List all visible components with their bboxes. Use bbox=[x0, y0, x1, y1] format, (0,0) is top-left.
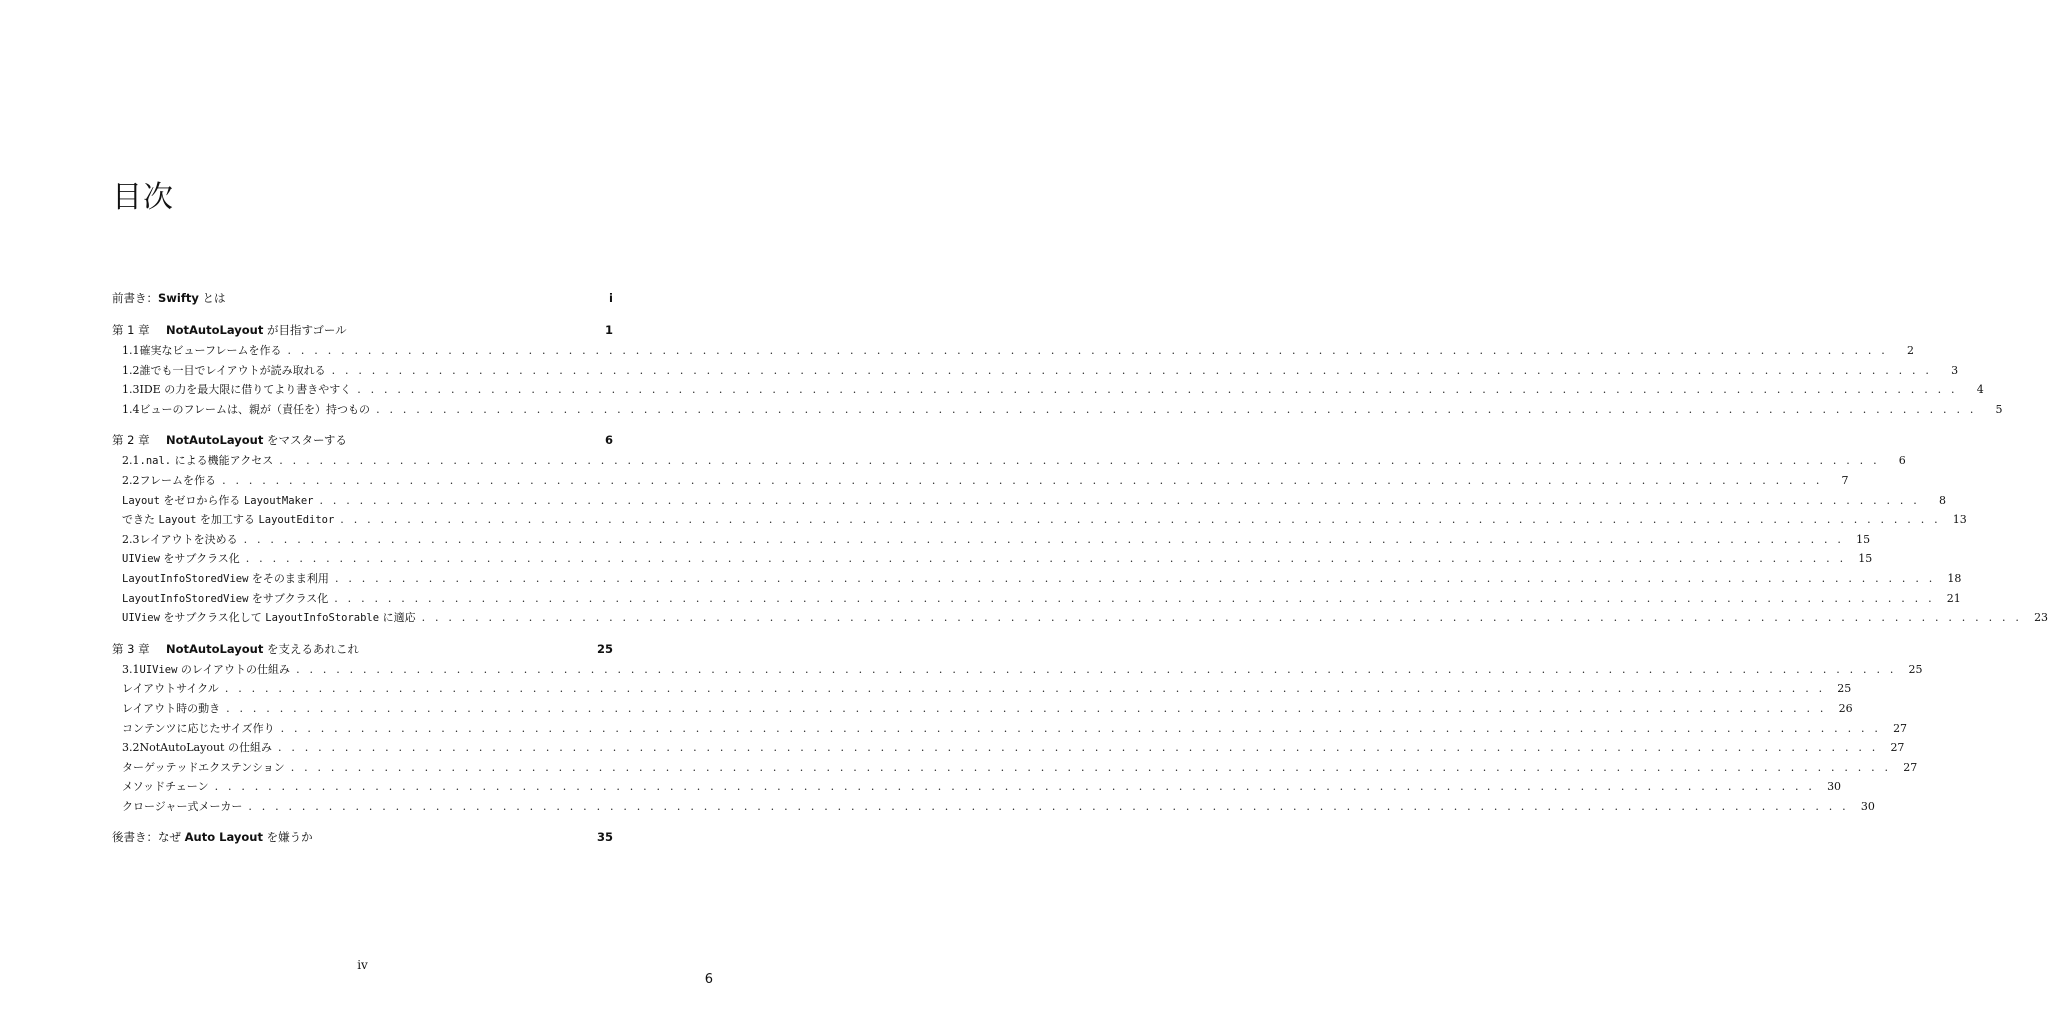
toc-entry[interactable] bbox=[112, 381, 1984, 401]
table-of-contents bbox=[112, 290, 2048, 849]
dot-leader: . . . . . . . . . . . . . . . . . . . . . . . . . . . . . . . . . . . . . . . . . . . . . . . . . . . . . . . . . . . . . . . . . . . . . . . . . . . . . . . . . . . . . . . . . . . . . . . . . . . . . . . . . . . . . . . . . . . . . . . . bbox=[357, 383, 1958, 397]
dot-leader: . . . . . . . . . . . . . . . . . . . . . . . . . . . . . . . . . . . . . . . . . . . . . . . . . . . . . . . . . . . . . . . . . . . . . . . . . . . . . . . . . . . . . . . . . . . . . . . . . . . . . . . . . . . . . . . . . . . . . . . . bbox=[224, 682, 1826, 696]
section-number: 1.1 bbox=[122, 344, 140, 357]
section-page: 7 bbox=[1841, 473, 1849, 487]
toc-entry[interactable] bbox=[112, 720, 1908, 740]
toc-entry[interactable] bbox=[112, 778, 1842, 798]
section-title: Layout をゼロから作る LayoutMaker bbox=[122, 493, 314, 507]
section-page: 27 bbox=[1893, 721, 1908, 735]
section-page: 15 bbox=[1858, 552, 1873, 566]
toc-chapter[interactable] bbox=[112, 432, 613, 452]
chapter-title: NotAutoLayout が目指すゴール bbox=[166, 323, 347, 337]
toc-preface[interactable] bbox=[112, 290, 613, 310]
section-page: 8 bbox=[1938, 493, 1946, 507]
dot-leader: . . . . . . . . . . . . . . . . . . . . . . . . . . . . . . . . . . . . . . . . . . . . . . . . . . . . . . . . . . . . . . . . . . . . . . . . . . . . . . . . . . . . . . . . . . . . . . . . . . . . . . . . . . . . . . . . . . . . . . . . bbox=[226, 701, 1827, 715]
section-title: できた Layout を加工する LayoutEditor bbox=[122, 513, 335, 527]
toc-entry[interactable] bbox=[112, 342, 1914, 362]
section-number: 2.3 bbox=[122, 532, 140, 546]
afterword-title: 後書き：なぜ Auto Layout を嫌うか bbox=[112, 830, 313, 845]
chapter-page: 1 bbox=[604, 323, 613, 337]
page-title: 目次 bbox=[112, 180, 174, 215]
section-title: 確実なビューフレームを作る bbox=[139, 344, 282, 357]
section-page: 30 bbox=[1827, 780, 1842, 794]
section-title: UIView をサブクラス化して LayoutInfoStorable に適応 bbox=[122, 611, 416, 625]
dot-leader: . . . . . . . . . . . . . . . . . . . . . . . . . . . . . . . . . . . . . . . . . . . . . . . . . . . . . . . . . . . . . . . . . . . . . . . . . . . . . . . . . . . . . . . . . . . . . . . . . . . . . . . . . . . . . . . . . . . . . . . . bbox=[243, 532, 1845, 546]
dot-leader: . . . . . . . . . . . . . . . . . . . . . . . . . . . . . . . . . . . . . . . . . . . . . . . . . . . . . . . . . . . . . . . . . . . . . . . . . . . . . . . . . . . . . . . . . . . . . . . . . . . . . . . . . . . . . . . . . . . . . . . . bbox=[287, 344, 1888, 357]
section-title: コンテンツに応じたサイズ作り bbox=[122, 721, 275, 735]
toc-entry[interactable] bbox=[112, 472, 1849, 492]
section-page: 3 bbox=[1951, 363, 1959, 377]
section-title: UIView をサブクラス化 bbox=[122, 552, 240, 566]
chapter-title: NotAutoLayout をマスターする bbox=[166, 433, 347, 448]
section-page: 23 bbox=[2034, 611, 2048, 625]
corner-page-number: 6 bbox=[704, 972, 713, 987]
chapter-number: 第 2 章 bbox=[112, 433, 150, 448]
section-page: 2 bbox=[1907, 344, 1914, 357]
section-title: ビューのフレームは、親が（責任を）持つもの bbox=[139, 402, 371, 416]
dot-leader: . . . . . . . . . . . . . . . . . . . . . . . . . . . . . . . . . . . . . . . . . . . . . . . . . . . . . . . . . . . . . . . . . . . . . . . . . . . . . . . . . . . . . . . . . . . . . . . . . . . . . . . . . . . . . . . . . . . . . . . . bbox=[296, 662, 1897, 676]
section-page: 25 bbox=[1837, 682, 1852, 696]
dot-leader: . . . . . . . . . . . . . . . . . . . . . . . . . . . . . . . . . . . . . . . . . . . . . . . . . . . . . . . . . . . . . . . . . . . . . . . . . . . . . . . . . . . . . . . . . . . . . . . . . . . . . . . . . . . . . . . . . . . . . . . . bbox=[222, 473, 1823, 487]
toc-entry[interactable] bbox=[112, 661, 1923, 681]
dot-leader: . . . . . . . . . . . . . . . . . . . . . . . . . . . . . . . . . . . . . . . . . . . . . . . . . . . . . . . . . . . . . . . . . . . . . . . . . . . . . . . . . . . . . . . . . . . . . . . . . . . . . . . . . . . . . . . . . . . . . . . . bbox=[245, 552, 1847, 566]
section-title: クロージャー式メーカー bbox=[122, 799, 243, 813]
dot-leader: . . . . . . . . . . . . . . . . . . . . . . . . . . . . . . . . . . . . . . . . . . . . . . . . . . . . . . . . . . . . . . . . . . . . . . . . . . . . . . . . . . . . . . . . . . . . . . . . . . . . . . . . . . . . . . . . . . . . . . . . bbox=[421, 611, 2023, 625]
section-title: 誰でも一目でレイアウトが読み取れる bbox=[139, 363, 326, 377]
dot-leader: . . . . . . . . . . . . . . . . . . . . . . . . . . . . . . . . . . . . . . . . . . . . . . . . . . . . . . . . . . . . . . . . . . . . . . . . . . . . . . . . . . . . . . . . . . . . . . . . . . . . . . . . . . . . . . . . . . . . . . . . bbox=[248, 799, 1849, 813]
section-page: 25 bbox=[1908, 662, 1923, 676]
section-title: レイアウトを決める bbox=[139, 532, 238, 546]
section-page: 27 bbox=[1890, 741, 1905, 755]
section-title: レイアウト時の動き bbox=[122, 701, 221, 715]
section-title: LayoutInfoStoredView をサブクラス化 bbox=[122, 591, 329, 605]
toc-entry[interactable] bbox=[112, 759, 1918, 779]
afterword-page: 35 bbox=[596, 830, 613, 845]
section-number: 3.1 bbox=[122, 662, 140, 676]
section-page: 21 bbox=[1946, 591, 1961, 605]
section-title: LayoutInfoStoredView をそのまま利用 bbox=[122, 571, 329, 585]
toc-entry[interactable] bbox=[112, 531, 1871, 551]
toc-entry[interactable] bbox=[112, 492, 1946, 512]
toc-entry[interactable] bbox=[112, 609, 2048, 629]
section-number: 2.2 bbox=[122, 473, 140, 487]
chapter-page: 6 bbox=[604, 433, 613, 448]
dot-leader: . . . . . . . . . . . . . . . . . . . . . . . . . . . . . . . . . . . . . . . . . . . . . . . . . . . . . . . . . . . . . . . . . . . . . . . . . . . . . . . . . . . . . . . . . . . . . . . . . . . . . . . . . . . . . . . . . . . . . . . . bbox=[319, 493, 1920, 507]
toc-entry[interactable] bbox=[112, 680, 1852, 700]
section-number: 1.2 bbox=[122, 363, 140, 377]
toc-afterword[interactable] bbox=[112, 829, 613, 849]
toc-entry[interactable] bbox=[112, 511, 1967, 531]
section-title: UIView のレイアウトの仕組み bbox=[139, 662, 291, 676]
dot-leader: . . . . . . . . . . . . . . . . . . . . . . . . . . . . . . . . . . . . . . . . . . . . . . . . . . . . . . . . . . . . . . . . . . . . . . . . . . . . . . . . . . . . . . . . . . . . . . . . . . . . . . . . . . . . . . . . . . . . . . . . bbox=[290, 760, 1892, 774]
dot-leader: . . . . . . . . . . . . . . . . . . . . . . . . . . . . . . . . . . . . . . . . . . . . . . . . . . . . . . . . . . . . . . . . . . . . . . . . . . . . . . . . . . . . . . . . . . . . . . . . . . . . . . . . . . . . . . . . . . . . . . . . bbox=[340, 513, 1941, 527]
toc-entry[interactable] bbox=[112, 700, 1853, 720]
section-page: 27 bbox=[1903, 760, 1918, 774]
section-title: NotAutoLayout の仕組み bbox=[139, 741, 272, 755]
section-title: フレームを作る bbox=[139, 473, 217, 487]
footer-page-number: iv bbox=[357, 958, 368, 972]
toc-entry[interactable] bbox=[112, 362, 1959, 382]
preface-page: i bbox=[609, 291, 613, 305]
toc-entry[interactable] bbox=[112, 452, 1906, 472]
section-page: 18 bbox=[1947, 571, 1962, 585]
section-title: ターゲッテッドエクステンション bbox=[122, 760, 285, 774]
toc-entry[interactable] bbox=[112, 401, 2003, 421]
chapter-page: 25 bbox=[596, 641, 613, 656]
dot-leader: . . . . . . . . . . . . . . . . . . . . . . . . . . . . . . . . . . . . . . . . . . . . . . . . . . . . . . . . . . . . . . . . . . . . . . . . . . . . . . . . . . . . . . . . . . . . . . . . . . . . . . . . . . . . . . . . . . . . . . . . bbox=[279, 454, 1880, 468]
dot-leader: . . . . . . . . . . . . . . . . . . . . . . . . . . . . . . . . . . . . . . . . . . . . . . . . . . . . . . . . . . . . . . . . . . . . . . . . . . . . . . . . . . . . . . . . . . . . . . . . . . . . . . . . . . . . . . . . . . . . . . . . bbox=[280, 721, 1882, 735]
toc-entry[interactable] bbox=[112, 550, 1873, 570]
toc-chapter[interactable] bbox=[112, 641, 613, 661]
toc-entry[interactable] bbox=[112, 798, 1875, 818]
section-number: 1.4 bbox=[122, 402, 140, 416]
dot-leader: . . . . . . . . . . . . . . . . . . . . . . . . . . . . . . . . . . . . . . . . . . . . . . . . . . . . . . . . . . . . . . . . . . . . . . . . . . . . . . . . . . . . . . . . . . . . . . . . . . . . . . . . . . . . . . . . . . . . . . . . bbox=[214, 780, 1816, 794]
dot-leader: . . . . . . . . . . . . . . . . . . . . . . . . . . . . . . . . . . . . . . . . . . . . . . . . . . . . . . . . . . . . . . . . . . . . . . . . . . . . . . . . . . . . . . . . . . . . . . . . . . . . . . . . . . . . . . . . . . . . . . . . bbox=[277, 741, 1879, 755]
chapter-number: 第 3 章 bbox=[112, 641, 150, 656]
dot-leader: . . . . . . . . . . . . . . . . . . . . . . . . . . . . . . . . . . . . . . . . . . . . . . . . . . . . . . . . . . . . . . . . . . . . . . . . . . . . . . . . . . . . . . . . . . . . . . . . . . . . . . . . . . . . . . . . . . . . . . . . bbox=[334, 571, 1936, 585]
toc-entry[interactable] bbox=[112, 570, 1962, 590]
section-number: 1.3 bbox=[122, 383, 140, 397]
section-page: 30 bbox=[1860, 799, 1875, 813]
dot-leader: . . . . . . . . . . . . . . . . . . . . . . . . . . . . . . . . . . . . . . . . . . . . . . . . . . . . . . . . . . . . . . . . . . . . . . . . . . . . . . . . . . . . . . . . . . . . . . . . . . . . . . . . . . . . . . . . . . . . . . . . bbox=[331, 363, 1933, 377]
section-page: 4 bbox=[1976, 383, 1984, 397]
section-page: 6 bbox=[1898, 454, 1906, 468]
section-page: 15 bbox=[1856, 532, 1871, 546]
chapter-title: NotAutoLayout を支えるあれこれ bbox=[166, 641, 359, 656]
section-number: 2.1 bbox=[122, 454, 140, 468]
dot-leader: . . . . . . . . . . . . . . . . . . . . . . . . . . . . . . . . . . . . . . . . . . . . . . . . . . . . . . . . . . . . . . . . . . . . . . . . . . . . . . . . . . . . . . . . . . . . . . . . . . . . . . . . . . . . . . . . . . . . . . . . bbox=[334, 591, 1935, 605]
section-number: 3.2 bbox=[122, 741, 140, 755]
toc-chapter[interactable] bbox=[112, 322, 613, 342]
section-title: メソッドチェーン bbox=[122, 780, 209, 794]
section-page: 13 bbox=[1952, 513, 1967, 527]
toc-entry[interactable] bbox=[112, 590, 1961, 610]
section-page: 26 bbox=[1838, 701, 1853, 715]
preface-title: 前書き：Swifty とは bbox=[112, 291, 226, 305]
section-page: 5 bbox=[1995, 402, 2003, 416]
toc-entry[interactable] bbox=[112, 739, 1905, 759]
section-title: レイアウトサイクル bbox=[122, 682, 219, 696]
chapter-number: 第 1 章 bbox=[112, 323, 150, 337]
section-title: IDE の力を最大限に借りてより書きやすく bbox=[139, 383, 352, 397]
section-title: .nal. による機能アクセス bbox=[139, 454, 274, 468]
dot-leader: . . . . . . . . . . . . . . . . . . . . . . . . . . . . . . . . . . . . . . . . . . . . . . . . . . . . . . . . . . . . . . . . . . . . . . . . . . . . . . . . . . . . . . . . . . . . . . . . . . . . . . . . . . . . . . . . . . . . . . . . bbox=[376, 402, 1977, 416]
